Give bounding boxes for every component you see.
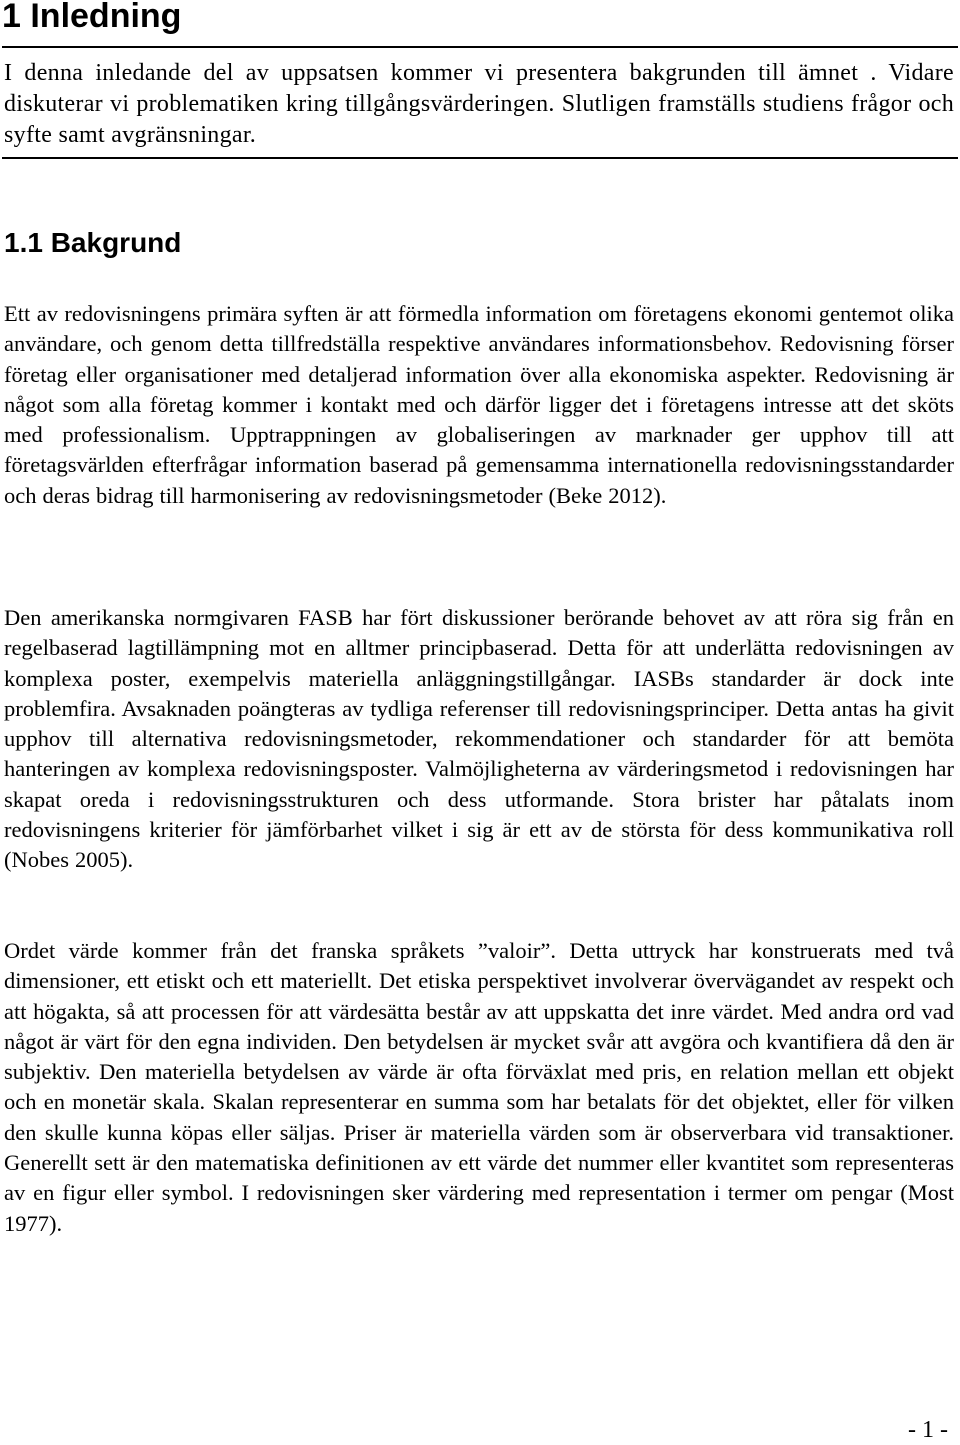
chapter-intro: I denna inledande del av uppsatsen kommer vi presentera bakgrunden till ämnet . Vidare diskuterar vi problematiken kring tillgångsvärderingen. Slutligen framställs studiens frågor och syfte samt avgränsningar. [4, 60, 954, 148]
intro-bottom-rule [2, 157, 958, 159]
body-paragraph: Ett av redovisningens primära syften är att förmedla information om företagens ekonomi gentemot olika användare, och genom detta tillfredställa respektive användares informationsbehov. Redovisning förser företag eller organisationer med detaljerad information över alla ekonomiska aspekter. Redovisning är något som alla företag kommer i kontakt med och därför ligger det i företagens intresse att det sköts med professionalism. Upptrappningen av globaliseringen av marknader ger upphov till att företagsvärlden efterfrågar information baserad på gemensamma internationella redovisningsstandarder och deras bidrag till harmonisering av redovisningsmetoder (Beke 2012). [4, 301, 954, 508]
chapter-heading: 1 Inledning [2, 0, 182, 35]
section-heading: 1.1 Bakgrund [4, 227, 182, 258]
body-paragraph: Ordet värde kommer från det franska språkets ”valoir”. Detta uttryck har konstruerats med två dimensioner, ett etiskt och ett materiellt. Det etiska perspektivet involverar övervägandet av respekt och att högakta, så att processen för att värdesätta består av att uppskatta det inre värdet. Med andra ord vad något är värt för den egna individen. Den betydelsen är mycket svår att avgöra och kvantifiera då den är subjektiv. Den materiella betydelsen av värde är ofta förväxlat med pris, en relation mellan ett objekt och en monetär skala. Skalan representerar en summa som har betalats för det objektet, eller för vilken den skulle kunna köpas eller säljas. Priser är materiella värden som är observerbara vid transaktioner. Generellt sett är den matematiska definitionen av ett värde det nummer eller kvantitet som representeras av en figur eller symbol. I redovisningen sker värdering med representation i termer om pengar (Most 1977). [4, 938, 954, 1236]
intro-top-rule [2, 46, 958, 48]
page-number: - 1 - [908, 1417, 948, 1443]
body-paragraph: Den amerikanska normgivaren FASB har fört diskussioner berörande behovet av att röra sig från en regelbaserad lagtillämpning mot en alltmer principbaserad. Detta för att underlätta redovisningen av komplexa poster, exempelvis materiella anläggningstillgångar. IASBs standarder är dock inte problemfira. Avsaknaden poängteras av tydliga referenser till redovisningsprinciper. Detta antas ha givit upphov till alternativa redovisningsmetoder, rekommendationer och standarder för att bemöta hanteringen av komplexa redovisningsposter. Valmöjligheterna av värderingsmetod i redovisningen har skapat oreda i redovisningsstrukturen och dess utformande. Stora brister har påtalats inom redovisningens kriterier för jämförbarhet vilket i sig är ett av de största för dess kommunikativa roll (Nobes 2005). [4, 605, 954, 873]
